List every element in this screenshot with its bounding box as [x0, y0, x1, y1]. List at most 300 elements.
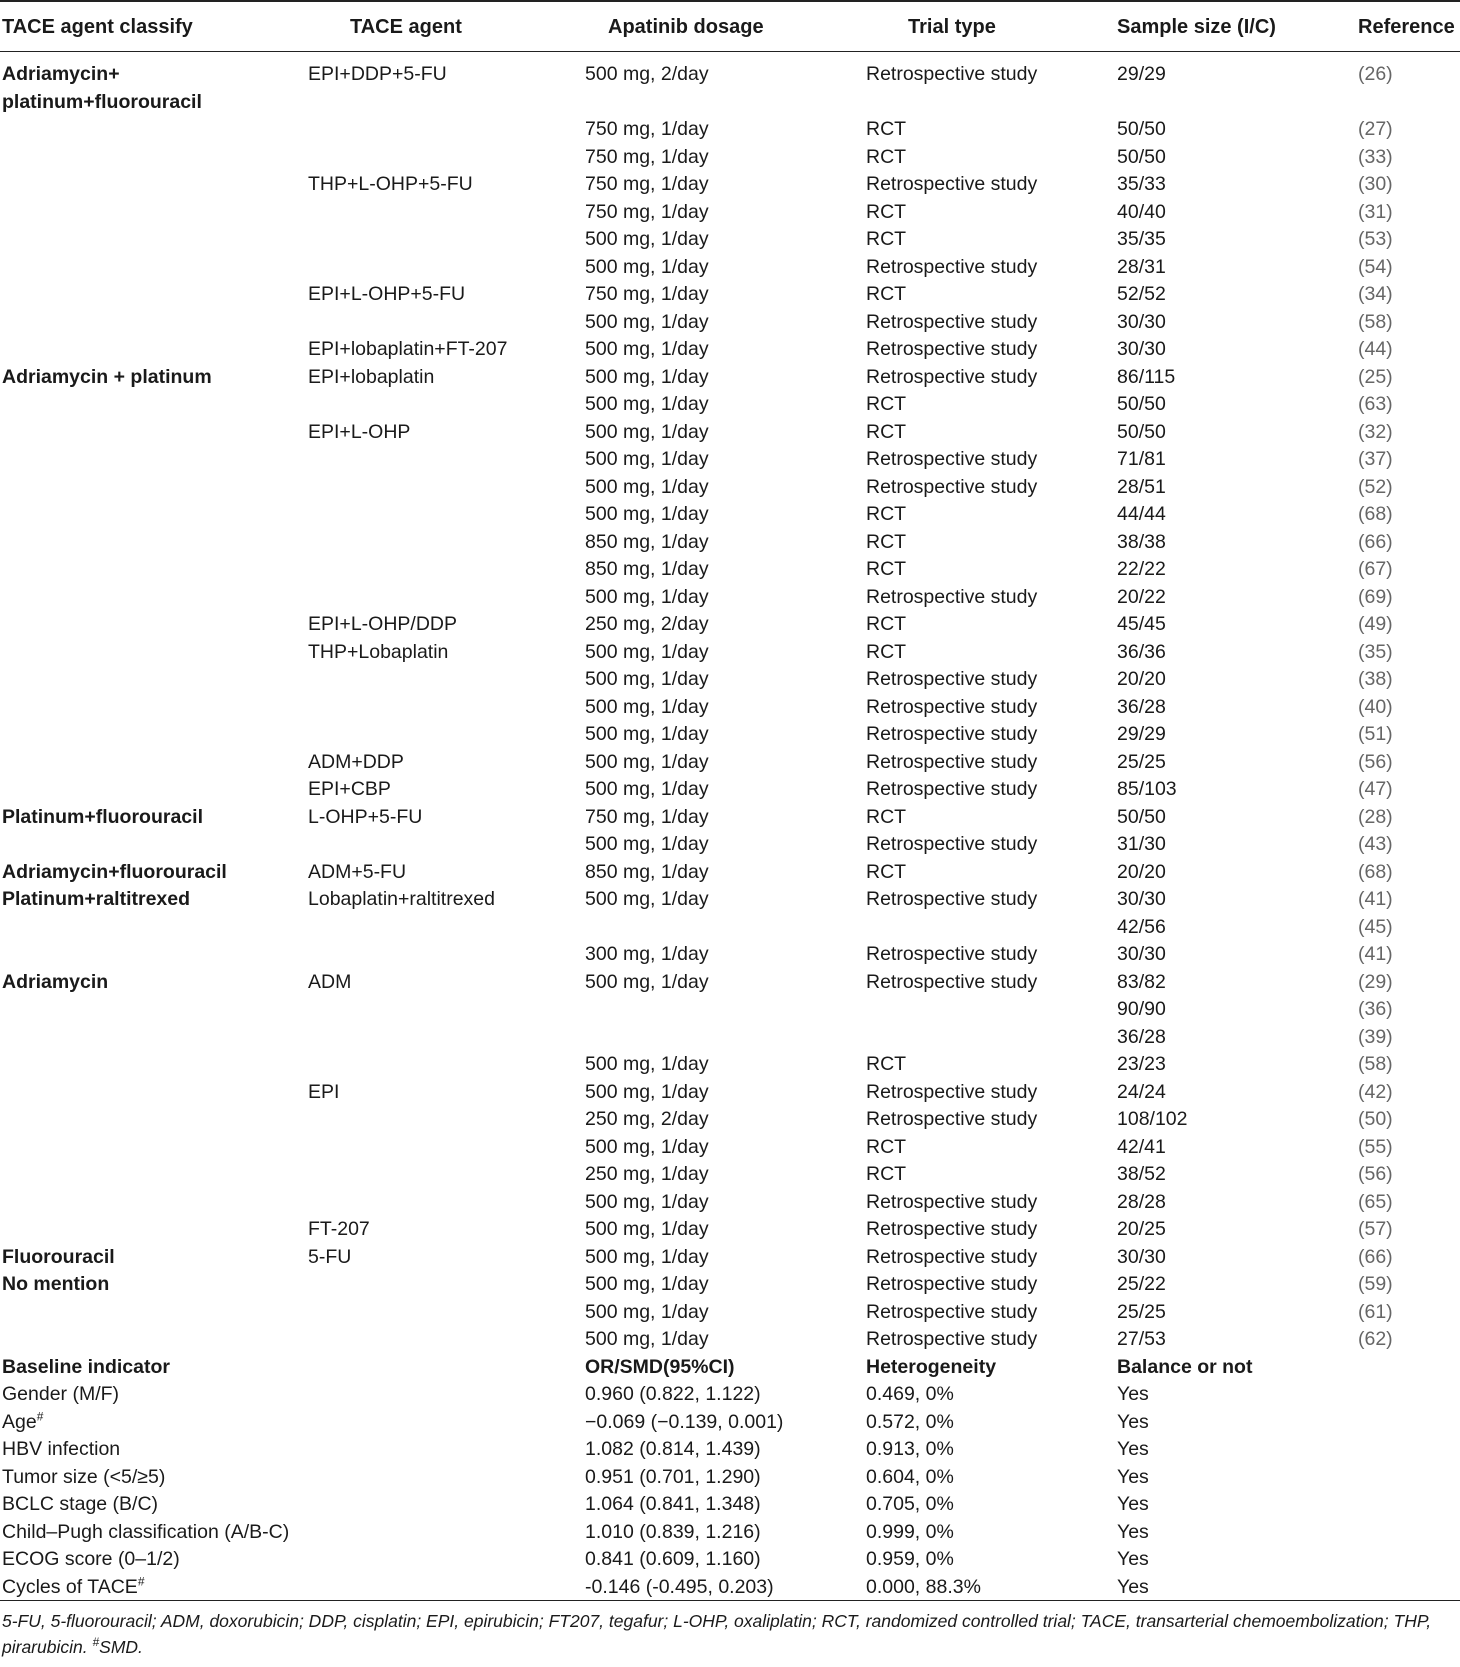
- baseline-balance: Yes: [1117, 1575, 1149, 1598]
- cell-classify: No mention: [2, 1273, 110, 1295]
- baseline-heterogeneity: 0.705, 0%: [866, 1493, 954, 1515]
- cell-sample: 50/50: [1117, 393, 1166, 415]
- footnote-mark: #: [92, 1635, 100, 1650]
- cell-classify: Adriamycin+ platinum+fluorouracil: [2, 63, 202, 113]
- cell-trial: RCT: [866, 805, 907, 828]
- cell-sample: 28/31: [1117, 255, 1166, 278]
- cell-dosage: 500 mg, 1/day: [585, 888, 709, 910]
- cell-dosage: 250 mg, 1/day: [585, 1163, 709, 1185]
- table-row: [0, 254, 1460, 282]
- baseline-balance: Yes: [1117, 1410, 1149, 1433]
- cell-sample: 44/44: [1117, 503, 1166, 525]
- table-row: [0, 886, 1460, 914]
- table-row: [0, 1161, 1460, 1189]
- cell-trial: Retrospective study: [866, 365, 1038, 388]
- cell-trial: Retrospective study: [866, 1108, 1038, 1130]
- cell-sample: 52/52: [1117, 283, 1166, 305]
- cell-classify: Adriamycin+fluorouracil: [2, 860, 227, 883]
- cell-trial: Retrospective study: [866, 943, 1038, 965]
- cell-reference: (30): [1358, 173, 1393, 195]
- baseline-heterogeneity: 0.469, 0%: [866, 1383, 954, 1405]
- baseline-or: 1.064 (0.841, 1.348): [585, 1493, 761, 1515]
- table-row: [0, 611, 1460, 639]
- table-row: [0, 1216, 1460, 1244]
- cell-trial: Retrospective study: [866, 723, 1038, 745]
- cell-sample: 38/38: [1117, 530, 1166, 553]
- table-row: [0, 1024, 1460, 1052]
- baseline-row: [0, 1381, 1460, 1409]
- baseline-indicator: [2, 1409, 43, 1437]
- cell-trial: RCT: [866, 860, 907, 883]
- cell-reference: (56): [1358, 1163, 1393, 1185]
- table-row: [0, 199, 1460, 227]
- cell-trial: Retrospective study: [866, 255, 1038, 278]
- baseline-indicator-text: HBV infection: [2, 1438, 121, 1460]
- cell-sample: 35/35: [1117, 228, 1166, 250]
- table-row: [0, 776, 1460, 804]
- cell-reference: (43): [1358, 833, 1393, 855]
- cell-trial: RCT: [866, 420, 907, 443]
- table-row: [0, 1326, 1460, 1354]
- table-row: [0, 501, 1460, 529]
- cell-reference: (38): [1358, 668, 1393, 690]
- cell-reference: (58): [1358, 310, 1393, 333]
- bottom-rule: [0, 1600, 1460, 1601]
- cell-reference: (54): [1358, 255, 1393, 278]
- cell-trial: Retrospective study: [866, 63, 1038, 85]
- cell-dosage: 500 mg, 1/day: [585, 970, 709, 993]
- cell-agent: EPI+CBP: [308, 778, 391, 800]
- cell-dosage: 500 mg, 1/day: [585, 723, 709, 745]
- cell-sample: 25/22: [1117, 1273, 1166, 1295]
- cell-sample: 30/30: [1117, 888, 1166, 910]
- table-row: [0, 446, 1460, 474]
- table-row: [0, 116, 1460, 144]
- table-row: [0, 914, 1460, 942]
- baseline-header-row: [0, 1354, 1460, 1382]
- header-reference: Reference: [1358, 16, 1455, 38]
- baseline-indicator: [2, 1436, 120, 1464]
- table-row: [0, 584, 1460, 612]
- baseline-balance: Yes: [1117, 1520, 1149, 1543]
- table-row: [0, 831, 1460, 859]
- cell-sample: 24/24: [1117, 1080, 1166, 1103]
- cell-reference: (68): [1358, 860, 1393, 883]
- cell-agent: ADM: [308, 970, 352, 993]
- footnote-tail: SMD.: [99, 1637, 143, 1657]
- cell-dosage: 500 mg, 1/day: [585, 475, 709, 498]
- header-rule: [0, 51, 1460, 52]
- cell-classify: Adriamycin: [2, 970, 109, 993]
- table-row: [0, 556, 1460, 584]
- header-trial: Trial type: [908, 16, 996, 38]
- cell-dosage: 750 mg, 1/day: [585, 145, 709, 168]
- cell-trial: RCT: [866, 640, 907, 663]
- table-row: [0, 1271, 1460, 1299]
- cell-agent: ADM+DDP: [308, 750, 404, 773]
- table-row: [0, 1051, 1460, 1079]
- baseline-indicator-text: Cycles of TACE: [2, 1575, 138, 1598]
- cell-trial: RCT: [866, 200, 907, 223]
- cell-reference: (28): [1358, 805, 1393, 828]
- cell-classify: Fluorouracil: [2, 1245, 115, 1268]
- table-row: [0, 364, 1460, 392]
- table-row: [0, 859, 1460, 887]
- cell-agent: THP+Lobaplatin: [308, 640, 449, 663]
- table-row: [0, 1189, 1460, 1217]
- cell-reference: (32): [1358, 420, 1393, 443]
- table-row: [0, 1134, 1460, 1162]
- cell-trial: Retrospective study: [866, 338, 1038, 360]
- baseline-heterogeneity: 0.572, 0%: [866, 1410, 954, 1433]
- cell-dosage: 850 mg, 1/day: [585, 860, 709, 883]
- cell-reference: (49): [1358, 613, 1393, 635]
- table-row: [0, 171, 1460, 199]
- baseline-header-heterogeneity: Heterogeneity: [866, 1355, 997, 1378]
- baseline-balance: Yes: [1117, 1493, 1149, 1515]
- table-row: [0, 1244, 1460, 1272]
- cell-trial: RCT: [866, 530, 907, 553]
- baseline-indicator-text: Tumor size (<5/≥5): [2, 1465, 166, 1488]
- cell-sample: 50/50: [1117, 805, 1166, 828]
- footnote-text: 5-FU, 5-fluorouracil; ADM, doxorubicin; DDP, cisplatin; EPI, epirubicin; FT207, tegafur; L-OHP, oxaliplatin; RCT, randomized controlled trial; TACE, transarterial chemoembolization; THP, pirarubicin.: [2, 1611, 1432, 1657]
- cell-reference: (25): [1358, 365, 1393, 388]
- cell-trial: RCT: [866, 283, 907, 305]
- cell-sample: 50/50: [1117, 420, 1166, 443]
- cell-trial: RCT: [866, 145, 907, 168]
- table-row: [0, 391, 1460, 419]
- baseline-indicator: [2, 1491, 158, 1519]
- cell-reference: (34): [1358, 283, 1393, 305]
- baseline-header-balance: Balance or not: [1117, 1355, 1253, 1378]
- baseline-indicator: [2, 1464, 165, 1492]
- cell-sample: 20/20: [1117, 860, 1166, 883]
- cell-dosage: 750 mg, 1/day: [585, 805, 709, 828]
- cell-sample: 30/30: [1117, 943, 1166, 965]
- cell-sample: 42/56: [1117, 915, 1166, 938]
- cell-dosage: 300 mg, 1/day: [585, 943, 709, 965]
- cell-reference: (59): [1358, 1273, 1393, 1295]
- cell-reference: (53): [1358, 228, 1393, 250]
- cell-dosage: 500 mg, 1/day: [585, 1080, 709, 1103]
- cell-dosage: 500 mg, 1/day: [585, 640, 709, 663]
- baseline-or: 1.082 (0.814, 1.439): [585, 1438, 761, 1460]
- baseline-or: 1.010 (0.839, 1.216): [585, 1520, 761, 1543]
- cell-sample: 25/25: [1117, 750, 1166, 773]
- baseline-indicator-text: Age: [2, 1410, 37, 1433]
- cell-dosage: 500 mg, 1/day: [585, 228, 709, 250]
- cell-classify: Adriamycin + platinum: [2, 365, 212, 388]
- cell-dosage: 500 mg, 1/day: [585, 1218, 709, 1240]
- baseline-indicator-text: ECOG score (0–1/2): [2, 1548, 180, 1570]
- cell-trial: Retrospective study: [866, 750, 1038, 773]
- cell-reference: (35): [1358, 640, 1393, 663]
- cell-reference: (27): [1358, 118, 1393, 140]
- baseline-or: -0.146 (-0.495, 0.203): [585, 1575, 774, 1598]
- cell-agent: EPI+L-OHP: [308, 420, 411, 443]
- cell-sample: 42/41: [1117, 1135, 1166, 1158]
- cell-dosage: 500 mg, 1/day: [585, 668, 709, 690]
- cell-trial: Retrospective study: [866, 888, 1038, 910]
- baseline-row: [0, 1409, 1460, 1437]
- cell-dosage: 500 mg, 1/day: [585, 1300, 709, 1323]
- baseline-row: [0, 1574, 1460, 1602]
- cell-reference: (44): [1358, 338, 1393, 360]
- baseline-header-or: OR/SMD(95%CI): [585, 1355, 735, 1378]
- baseline-indicator-mark: #: [36, 1409, 44, 1423]
- cell-reference: (37): [1358, 448, 1393, 470]
- cell-reference: (52): [1358, 475, 1393, 498]
- cell-trial: Retrospective study: [866, 585, 1038, 608]
- cell-reference: (40): [1358, 695, 1393, 718]
- baseline-balance: Yes: [1117, 1383, 1149, 1405]
- table-row: [0, 309, 1460, 337]
- cell-trial: RCT: [866, 613, 907, 635]
- cell-trial: Retrospective study: [866, 1328, 1038, 1350]
- baseline-indicator-mark: #: [137, 1574, 145, 1588]
- cell-reference: (39): [1358, 1025, 1393, 1048]
- baseline-indicator: [2, 1381, 119, 1409]
- cell-sample: 29/29: [1117, 63, 1166, 85]
- table-row: [0, 666, 1460, 694]
- cell-trial: RCT: [866, 503, 907, 525]
- baseline-indicator-text: Gender (M/F): [2, 1383, 120, 1405]
- cell-reference: (45): [1358, 915, 1393, 938]
- cell-sample: 27/53: [1117, 1328, 1166, 1350]
- cell-sample: 29/29: [1117, 723, 1166, 745]
- header-agent: TACE agent: [350, 16, 462, 38]
- cell-agent: EPI+DDP+5-FU: [308, 63, 447, 85]
- cell-trial: RCT: [866, 1053, 907, 1075]
- table-row: [0, 721, 1460, 749]
- cell-trial: Retrospective study: [866, 173, 1038, 195]
- table-row: [0, 474, 1460, 502]
- cell-reference: (67): [1358, 558, 1393, 580]
- cell-dosage: 750 mg, 1/day: [585, 200, 709, 223]
- cell-sample: 25/25: [1117, 1300, 1166, 1323]
- cell-reference: (56): [1358, 750, 1393, 773]
- cell-trial: Retrospective study: [866, 1218, 1038, 1240]
- cell-dosage: 500 mg, 1/day: [585, 750, 709, 773]
- cell-trial: RCT: [866, 1163, 907, 1185]
- cell-trial: RCT: [866, 393, 907, 415]
- table-header: [0, 0, 1460, 54]
- baseline-row: [0, 1436, 1460, 1464]
- header-sample: Sample size (I/C): [1117, 16, 1276, 38]
- baseline-row: [0, 1491, 1460, 1519]
- cell-agent: Lobaplatin+raltitrexed: [308, 888, 496, 910]
- cell-dosage: 500 mg, 1/day: [585, 310, 709, 333]
- cell-trial: Retrospective study: [866, 778, 1038, 800]
- cell-trial: Retrospective study: [866, 970, 1038, 993]
- baseline-indicator-text: BCLC stage (B/C): [2, 1493, 159, 1515]
- header-classify: TACE agent classify: [2, 16, 193, 38]
- cell-sample: 28/51: [1117, 475, 1166, 498]
- cell-dosage: 500 mg, 2/day: [585, 63, 709, 85]
- cell-reference: (41): [1358, 888, 1393, 910]
- cell-trial: Retrospective study: [866, 475, 1038, 498]
- cell-reference: (68): [1358, 503, 1393, 525]
- cell-dosage: 500 mg, 1/day: [585, 1328, 709, 1350]
- table-row: [0, 226, 1460, 254]
- cell-sample: 86/115: [1117, 365, 1176, 388]
- cell-reference: (50): [1358, 1108, 1393, 1130]
- table-row: [0, 419, 1460, 447]
- baseline-balance: Yes: [1117, 1438, 1149, 1460]
- cell-dosage: 500 mg, 1/day: [585, 695, 709, 718]
- cell-trial: Retrospective study: [866, 310, 1038, 333]
- cell-dosage: 500 mg, 1/day: [585, 1190, 709, 1213]
- cell-dosage: 500 mg, 1/day: [585, 833, 709, 855]
- cell-dosage: 750 mg, 1/day: [585, 283, 709, 305]
- cell-agent: EPI: [308, 1080, 340, 1103]
- table-row: [0, 749, 1460, 777]
- cell-dosage: 500 mg, 1/day: [585, 778, 709, 800]
- cell-agent: THP+L-OHP+5-FU: [308, 173, 473, 195]
- cell-sample: 30/30: [1117, 1245, 1166, 1268]
- cell-reference: (29): [1358, 970, 1393, 993]
- cell-reference: (66): [1358, 1245, 1393, 1268]
- cell-reference: (61): [1358, 1300, 1393, 1323]
- cell-dosage: 500 mg, 1/day: [585, 503, 709, 525]
- cell-dosage: 500 mg, 1/day: [585, 1245, 709, 1268]
- cell-trial: Retrospective study: [866, 1273, 1038, 1295]
- cell-dosage: 500 mg, 1/day: [585, 365, 709, 388]
- table-row: [0, 281, 1460, 309]
- cell-reference: (65): [1358, 1190, 1393, 1213]
- cell-reference: (42): [1358, 1080, 1393, 1103]
- cell-reference: (57): [1358, 1218, 1393, 1240]
- cell-dosage: 850 mg, 1/day: [585, 530, 709, 553]
- table-row: [0, 804, 1460, 832]
- cell-sample: 31/30: [1117, 833, 1166, 855]
- cell-sample: 90/90: [1117, 998, 1166, 1020]
- cell-dosage: 250 mg, 2/day: [585, 1108, 709, 1130]
- cell-sample: 38/52: [1117, 1163, 1166, 1185]
- baseline-balance: Yes: [1117, 1465, 1149, 1488]
- cell-sample: 28/28: [1117, 1190, 1166, 1213]
- table-row: [0, 144, 1460, 172]
- cell-sample: 35/33: [1117, 173, 1166, 195]
- baseline-heterogeneity: 0.913, 0%: [866, 1438, 954, 1460]
- baseline-row: [0, 1519, 1460, 1547]
- baseline-indicator: [2, 1546, 180, 1574]
- cell-trial: RCT: [866, 228, 907, 250]
- cell-sample: 108/102: [1117, 1108, 1188, 1130]
- cell-agent: L-OHP+5-FU: [308, 805, 423, 828]
- baseline-header-indicator: Baseline indicator: [2, 1355, 170, 1378]
- baseline-or: 0.951 (0.701, 1.290): [585, 1465, 761, 1488]
- cell-sample: 40/40: [1117, 200, 1166, 223]
- cell-agent: FT-207: [308, 1218, 370, 1240]
- table-row: [0, 996, 1460, 1024]
- cell-sample: 30/30: [1117, 338, 1166, 360]
- cell-reference: (33): [1358, 145, 1393, 168]
- table-row: [0, 1079, 1460, 1107]
- cell-trial: Retrospective study: [866, 1245, 1038, 1268]
- table-row: [0, 694, 1460, 722]
- table-row: [0, 529, 1460, 557]
- cell-agent: EPI+lobaplatin: [308, 365, 435, 388]
- cell-sample: 20/20: [1117, 668, 1166, 690]
- cell-classify: Platinum+fluorouracil: [2, 805, 203, 828]
- cell-sample: 85/103: [1117, 778, 1177, 800]
- baseline-heterogeneity: 0.999, 0%: [866, 1520, 954, 1543]
- baseline-indicator: [2, 1519, 289, 1547]
- cell-sample: 36/28: [1117, 1025, 1166, 1048]
- cell-dosage: 500 mg, 1/day: [585, 338, 709, 360]
- cell-sample: 50/50: [1117, 118, 1166, 140]
- cell-reference: (47): [1358, 778, 1393, 800]
- cell-reference: (62): [1358, 1328, 1393, 1350]
- cell-trial: Retrospective study: [866, 1080, 1038, 1103]
- table-row: [0, 1299, 1460, 1327]
- cell-agent: EPI+L-OHP/DDP: [308, 613, 458, 635]
- cell-sample: 22/22: [1117, 558, 1166, 580]
- cell-trial: Retrospective study: [866, 1190, 1038, 1213]
- table-row: [0, 1106, 1460, 1134]
- cell-classify: Platinum+raltitrexed: [2, 888, 191, 910]
- table-row: [0, 336, 1460, 364]
- cell-agent: EPI+lobaplatin+FT-207: [308, 338, 508, 360]
- cell-trial: Retrospective study: [866, 448, 1038, 470]
- cell-sample: 36/36: [1117, 640, 1166, 663]
- cell-dosage: 850 mg, 1/day: [585, 558, 709, 580]
- cell-sample: 20/25: [1117, 1218, 1166, 1240]
- baseline-indicator-text: Child–Pugh classification (A/B-C): [2, 1520, 290, 1543]
- cell-trial: RCT: [866, 1135, 907, 1158]
- header-dosage: Apatinib dosage: [608, 16, 764, 38]
- baseline-or: 0.841 (0.609, 1.160): [585, 1548, 761, 1570]
- cell-reference: (63): [1358, 393, 1393, 415]
- cell-reference: (31): [1358, 200, 1393, 223]
- baseline-balance: Yes: [1117, 1548, 1149, 1570]
- cell-dosage: 500 mg, 1/day: [585, 1135, 709, 1158]
- cell-sample: 50/50: [1117, 145, 1166, 168]
- baseline-row: [0, 1546, 1460, 1574]
- baseline-heterogeneity: 0.959, 0%: [866, 1548, 954, 1570]
- cell-sample: 30/30: [1117, 310, 1166, 333]
- cell-reference: (58): [1358, 1053, 1393, 1075]
- table-row: [0, 941, 1460, 969]
- cell-trial: Retrospective study: [866, 1300, 1038, 1323]
- cell-reference: (66): [1358, 530, 1393, 553]
- cell-sample: 36/28: [1117, 695, 1166, 718]
- cell-dosage: 750 mg, 1/day: [585, 118, 709, 140]
- table-row: [0, 969, 1460, 997]
- cell-reference: (26): [1358, 63, 1393, 85]
- baseline-heterogeneity: 0.604, 0%: [866, 1465, 954, 1488]
- cell-sample: 45/45: [1117, 613, 1166, 635]
- cell-trial: Retrospective study: [866, 833, 1038, 855]
- table-row: [0, 639, 1460, 667]
- cell-trial: RCT: [866, 558, 907, 580]
- baseline-or: 0.960 (0.822, 1.122): [585, 1383, 761, 1405]
- cell-dosage: 500 mg, 1/day: [585, 393, 709, 415]
- baseline-heterogeneity: 0.000, 88.3%: [866, 1575, 981, 1598]
- cell-dosage: 750 mg, 1/day: [585, 173, 709, 195]
- cell-reference: (51): [1358, 723, 1393, 745]
- cell-agent: EPI+L-OHP+5-FU: [308, 283, 466, 305]
- cell-reference: (55): [1358, 1135, 1393, 1158]
- cell-dosage: 500 mg, 1/day: [585, 1053, 709, 1075]
- cell-reference: (36): [1358, 998, 1393, 1020]
- baseline-row: [0, 1464, 1460, 1492]
- cell-agent: ADM+5-FU: [308, 860, 407, 883]
- table-footnote: [2, 1608, 1458, 1660]
- cell-trial: Retrospective study: [866, 695, 1038, 718]
- cell-sample: 71/81: [1117, 448, 1166, 470]
